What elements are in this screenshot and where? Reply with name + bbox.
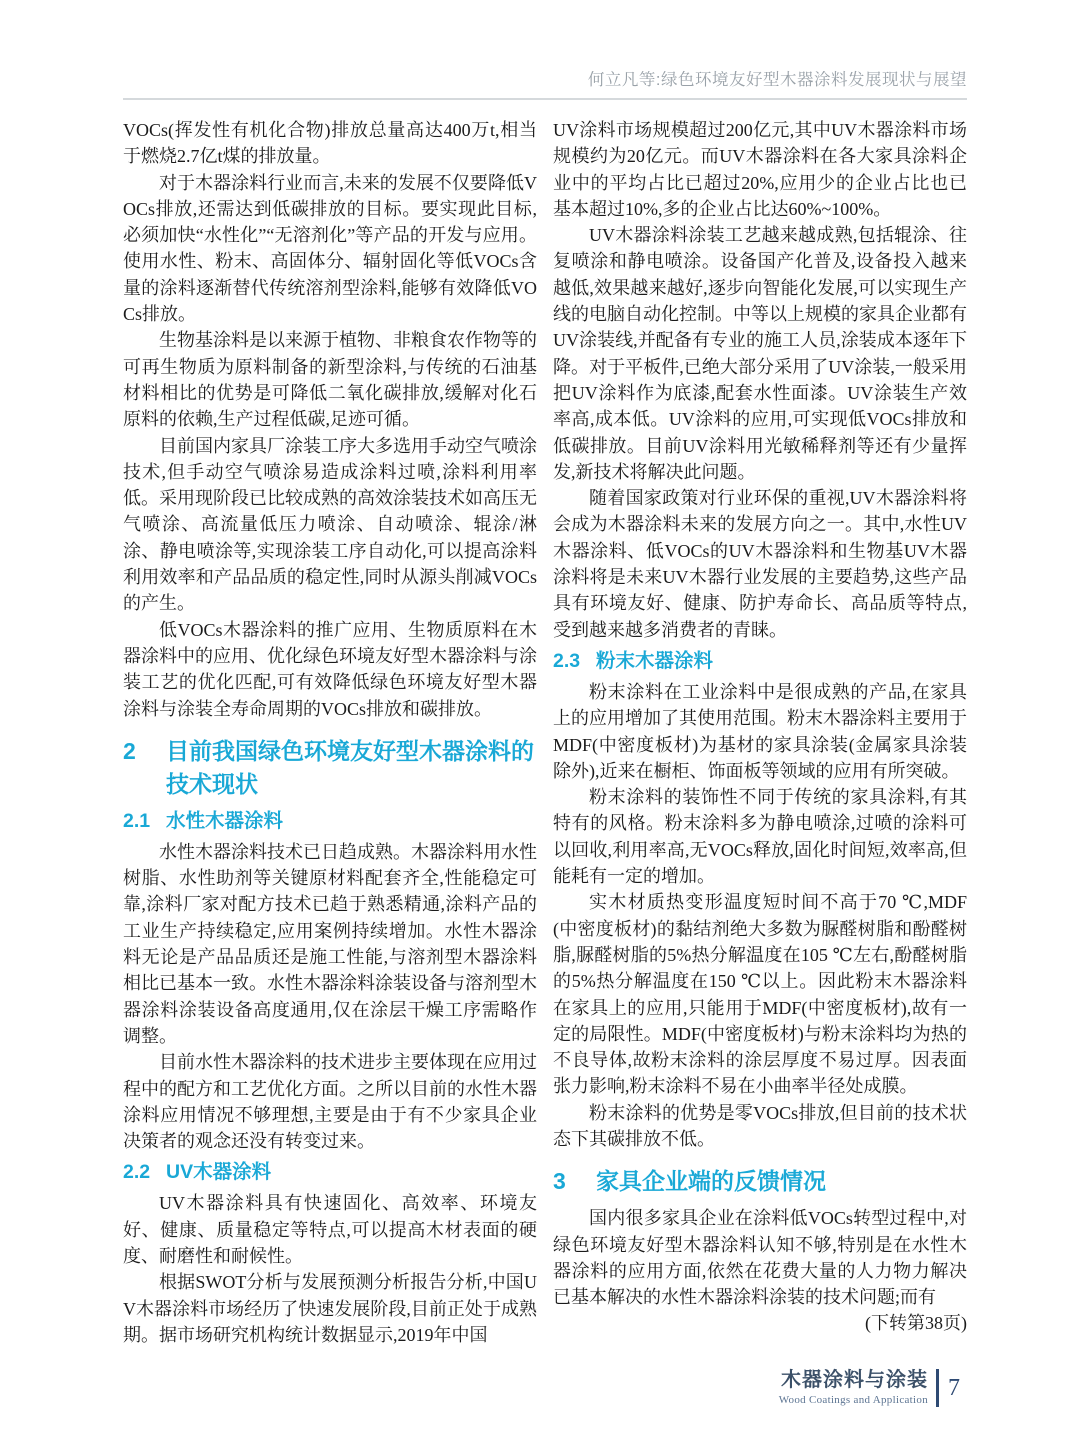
subsection-title: 粉末木器涂料 <box>596 649 714 672</box>
journal-title-block <box>779 1369 928 1407</box>
section-number: 2 <box>123 737 136 764</box>
paragraph: 国内很多家具企业在涂料低VOCs转型过程中,对绿色环境友好型木器涂料认知不够,特别是在水性木器涂料的应用方面,依然在花费大量的人力物力解决已基本解决的水性木器涂料涂装的技术问题;而有 <box>553 1208 967 1308</box>
paragraph: VOCs(挥发性有机化合物)排放总量高达400万t,相当于燃烧2.7亿t煤的排放量。 <box>123 120 537 167</box>
left-column <box>123 117 537 1348</box>
paragraph: UV木器涂料具有快速固化、高效率、环境友好、健康、质量稳定等特点,可以提高木材表面的硬度、耐磨性和耐候性。 <box>123 1193 537 1266</box>
paragraph: 根据SWOT分析与发展预测分析报告分析,中国UV木器涂料市场经历了快速发展阶段,目前正处于成熟期。据市场研究机构统计数据显示,2019年中国 <box>123 1272 537 1345</box>
section-heading-3 <box>553 1165 967 1198</box>
paragraph: UV木器涂料涂装工艺越来越成熟,包括辊涂、往复喷涂和静电喷涂。设备国产化普及,设备投入越来越低,效果越来越好,逐步向智能化发展,可以实现生产线的电脑自动化控制。中等以上规模的家具企业都有UV涂装线,并配备有专业的施工人员,涂装成本逐年下降。对于平板件,已绝大部分采用了UV涂装,一般采用把UV涂料作为底漆,配套水性面漆。UV涂装生产效率高,成本低。UV涂料的应用,可实现低VOCs排放和低碳排放。目前UV涂料用光敏稀释剂等还有少量挥发,新技术将解决此问题。 <box>553 225 967 482</box>
paragraph: 目前国内家具厂涂装工序大多选用手动空气喷涂技术,但手动空气喷涂易造成涂料过喷,涂料利用率低。采用现阶段已比较成熟的高效涂装技术如高压无气喷涂、高流量低压力喷涂、自动喷涂、辊涂/淋涂、静电喷涂等,实现涂装工序自动化,可以提高涂料利用效率和产品品质的稳定性,同时从源头削减VOCs的产生。 <box>123 435 537 614</box>
paragraph: 低VOCs木器涂料的推广应用、生物质原料在木器涂料中的应用、优化绿色环境友好型木器涂料与涂装工艺的优化匹配,可有效降低绿色环境友好型木器涂料与涂装全寿命周期的VOCs排放和碳排放。 <box>123 619 537 719</box>
journal-title-cn: 木器涂料与涂装 <box>781 1369 928 1391</box>
paragraph: 生物基涂料是以来源于植物、非粮食农作物等的可再生物质为原料制备的新型涂料,与传统的石油基材料相比的优势是可降低二氧化碳排放,缓解对化石原料的依赖,生产过程低碳,足迹可循。 <box>123 330 537 430</box>
subsection-heading-2-2 <box>123 1159 537 1186</box>
paragraph: 粉末涂料的装饰性不同于传统的家具涂料,有其特有的风格。粉末涂料多为静电喷涂,过喷的涂料可以回收,利用率高,无VOCs释放,固化时间短,效率高,但能耗有一定的增加。 <box>553 787 967 887</box>
page-footer <box>779 1369 960 1407</box>
footer-divider-bar <box>936 1369 939 1407</box>
paragraph: 实木材质热变形温度短时间不高于70 ℃,MDF(中密度板材)的黏结剂绝大多数为脲醛树脂和酚醛树脂,脲醛树脂的5%热分解温度在105 ℃左右,酚醛树脂的5%热分解温度在150 ℃以上。因此粉末木器涂料在家具上的应用,只能用于MDF(中密度板材),故有一定的局限性。MDF(中密度板材)与粉末涂料均为热的不良导体,故粉末涂料的涂层厚度不易过厚。因表面张力影响,粉末涂料不易在小曲率半径处成膜。 <box>553 892 967 1097</box>
paragraph: 随着国家政策对行业环保的重视,UV木器涂料将会成为木器涂料未来的发展方向之一。其中,水性UV木器涂料、低VOCs的UV木器涂料和生物基UV木器涂料将是未来UV木器行业发展的主要趋势,这些产品具有环境友好、健康、防护寿命长、高品质等特点,受到越来越多消费者的青睐。 <box>553 488 967 640</box>
right-column <box>553 117 967 1348</box>
journal-title-en: Wood Coatings and Application <box>778 1394 928 1406</box>
running-header: 何立凡等:绿色环境友好型木器涂料发展现状与展望 <box>123 66 967 100</box>
continuation-note: (下转第38页) <box>865 1313 967 1334</box>
paragraph: 水性木器涂料技术已日趋成熟。木器涂料用水性树脂、水性助剂等关键原材料配套齐全,性能稳定可靠,涂料厂家对配方技术已趋于熟悉精通,涂料产品的工业生产持续稳定,应用案例持续增加。水性木器涂料无论是产品品质还是施工性能,与溶剂型木器涂料相比已基本一致。水性木器涂料涂装设备与溶剂型木器涂料涂装设备高度通用,仅在涂层干燥工序需略作调整。 <box>123 841 537 1046</box>
paragraph: 对于木器涂料行业而言,未来的发展不仅要降低VOCs排放,还需达到低碳排放的目标。要实现此目标,必须加快“水性化”“无溶剂化”等产品的开发与应用。使用水性、粉末、高固体分、辐射固化等低VOCs含量的涂料逐渐替代传统溶剂型涂料,能够有效降低VOCs排放。 <box>123 172 537 325</box>
subsection-title: 水性木器涂料 <box>166 809 284 832</box>
subsection-number: 2.2 <box>123 1161 151 1184</box>
subsection-heading-2-3 <box>553 648 967 675</box>
paragraph: 粉末涂料在工业涂料中是很成熟的产品,在家具上的应用增加了其使用范围。粉末木器涂料主要用于MDF(中密度板材)为基材的家具涂装(金属家具涂装除外),近来在橱柜、饰面板等领域的应用有所突破。 <box>553 681 967 781</box>
section-title: 目前我国绿色环境友好型木器涂料的技术现状 <box>166 737 534 797</box>
paragraph: UV涂料市场规模超过200亿元,其中UV木器涂料市场规模约为20亿元。而UV木器涂料在各大家具涂料企业中的平均占比已超过20%,应用少的企业占比也已基本超过10%,多的企业占比达60%~100%。 <box>553 120 967 219</box>
paragraph: 目前水性木器涂料的技术进步主要体现在应用过程中的配方和工艺优化方面。之所以目前的水性木器涂料应用情况不够理想,主要是由于有不少家具企业决策者的观念还没有转变过来。 <box>123 1052 537 1152</box>
paragraph: 粉末涂料的优势是零VOCs排放,但目前的技术状态下其碳排放不低。 <box>553 1102 967 1149</box>
page-number: 7 <box>948 1374 960 1401</box>
subsection-number: 2.3 <box>553 649 581 672</box>
subsection-number: 2.1 <box>123 809 151 832</box>
section-title: 家具企业端的反馈情况 <box>596 1168 826 1195</box>
subsection-heading-2-1 <box>123 808 537 835</box>
subsection-title: UV木器涂料 <box>166 1161 272 1184</box>
section-number: 3 <box>553 1168 566 1195</box>
two-column-layout <box>123 117 967 1348</box>
section-heading-2 <box>123 735 537 801</box>
